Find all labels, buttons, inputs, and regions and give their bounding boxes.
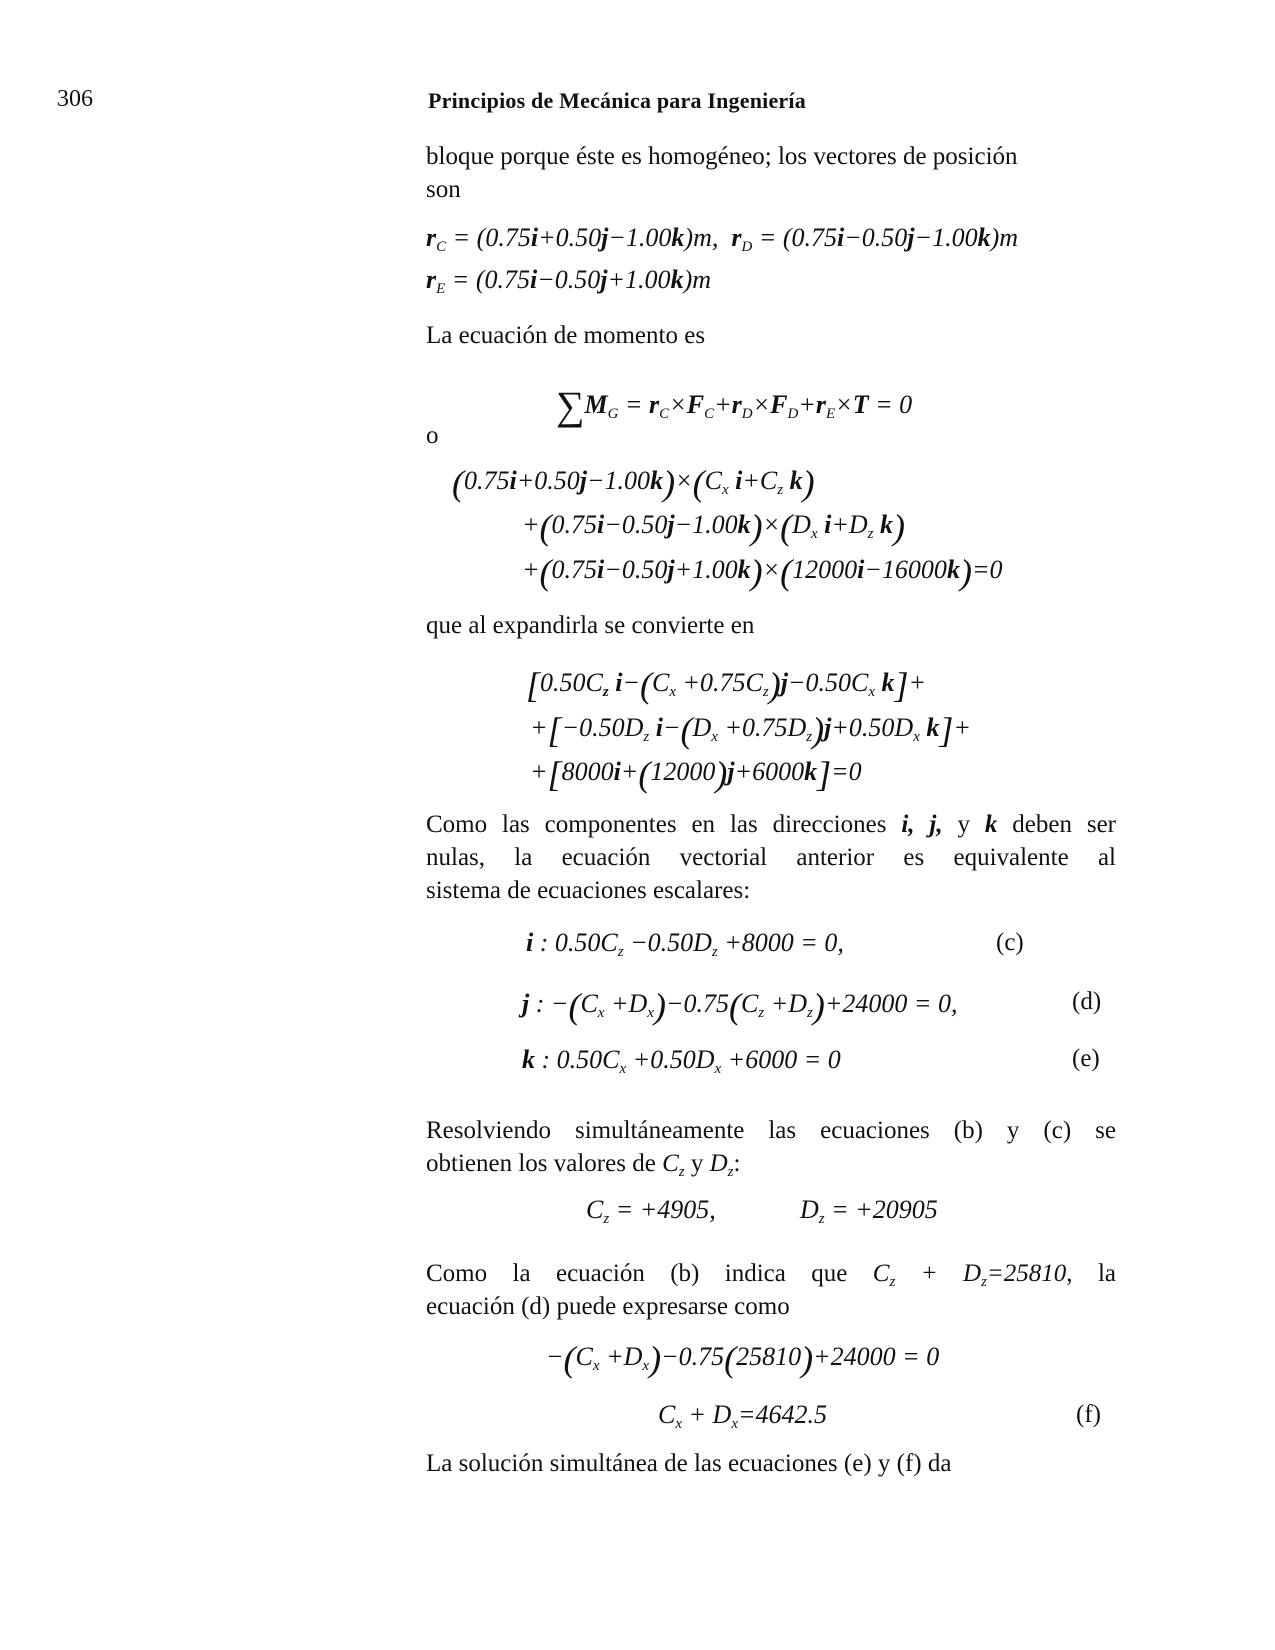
equation-cross-line-2: $+(0.75i-0.50j-1.00k)\times(D_x$ $i+D_z$ k) <box>522 507 906 547</box>
equation-cross-line-3: +(0.75i−0.50j+1.00k)×(12000i−16000k)=0 <box>522 552 1003 592</box>
paragraph-solve <box>426 1114 1116 1180</box>
paragraph-final: La solución simultánea de las ecuaciones (e) y (f) da <box>426 1450 952 1477</box>
paragraph-components <box>426 808 1116 907</box>
equation-Cz: $C_z = +4905$, <box>586 1195 716 1227</box>
paragraph-line: ecuación (d) puede expresarse como <box>426 1293 790 1320</box>
paragraph-line: Como la ecuación (b) indica que $C_z + D_z=25810$, la <box>426 1260 1116 1290</box>
equation-f: $C_x + D_x=4642.5$ <box>658 1400 828 1432</box>
text: Como las componentes en las direcciones <box>426 811 887 838</box>
text: y <box>690 1150 704 1177</box>
equation-c: i : $0.50C_z -0.50D_z +8000 = 0$, <box>526 928 844 960</box>
text: obtienen los valores de <box>426 1150 656 1177</box>
text: , la <box>1066 1260 1116 1287</box>
paragraph-moment: La ecuación de momento es <box>426 322 706 349</box>
paragraph-line: nulas, la ecuación vectorial anterior es equivalente al <box>426 844 1116 871</box>
text: y <box>957 811 970 838</box>
paragraph-line <box>426 808 1116 841</box>
text: Como la ecuación (b) indica que <box>426 1260 848 1287</box>
text-bold: k <box>984 811 998 838</box>
equation-cross-line-1: $(0.75i+0.50j-1.00k)\times(C_x$ $i+C_z$ k) <box>452 463 815 503</box>
paragraph-expand: que al expandirla se convierte en <box>426 612 755 639</box>
equation-label: (f) <box>1076 1401 1101 1428</box>
equation-Dz: $D_z = +20905$ <box>800 1195 938 1227</box>
running-title: Principios de Mecánica para Ingeniería <box>428 88 806 113</box>
paragraph-sum <box>426 1257 1116 1323</box>
equation-substituted: $-(C_x +D_x)-0.75(25810)+24000 = 0$ <box>546 1339 940 1379</box>
equation-e: k : $0.50C_x +0.50D_x +6000 = 0$ <box>522 1045 841 1077</box>
paragraph-line: Resolviendo simultáneamente las ecuaciones (b) y (c) se <box>426 1117 1116 1144</box>
equation-label: (e) <box>1072 1045 1100 1072</box>
paragraph-or: o <box>426 422 439 449</box>
equation-expanded-line-3: +[8000i+(12000)j+6000k]=0 <box>530 754 862 794</box>
paragraph-line: bloque porque éste es homogéneo; los vectores de posición <box>426 143 1018 170</box>
equation-moment-sum: $\sum M_G = r_C\times F_C+r_D\times F_D+r_E\times T = 0$ <box>556 383 913 428</box>
text-bold: i, j, <box>901 811 943 838</box>
equation-rC-rD: $r_C = (0.75i+0.50j-1.00k)m$, $r_D = (0.75i-0.50j-1.00k)m$ <box>426 223 1019 255</box>
equation-expanded-line-2: $+[-0.50D_z$ $i-(D_x +0.75D_z)j+0.50D_x$ k]+ <box>530 710 971 750</box>
equation-d: j : $-(C_x +D_x)-0.75(C_z +D_z)+24000 = 0$, <box>522 986 958 1026</box>
equation-label: (c) <box>996 929 1024 956</box>
equation-expanded-line-1: [$0.50C_z$ $i-(C_x +0.75C_z)j-0.50C_x$ k]+ <box>526 665 927 705</box>
text: deben ser <box>1012 811 1117 838</box>
paragraph-line: sistema de ecuaciones escalares: <box>426 877 751 904</box>
paragraph-intro <box>426 140 1116 206</box>
equation-rE: $r_E = (0.75i-0.50j+1.00k)m$ <box>426 265 711 297</box>
equation-label: (d) <box>1072 988 1102 1015</box>
paragraph-line: son <box>426 176 461 203</box>
paragraph-line: obtienen los valores de $C_z$ y $D_z$: <box>426 1150 741 1180</box>
page-number: 306 <box>57 86 93 112</box>
